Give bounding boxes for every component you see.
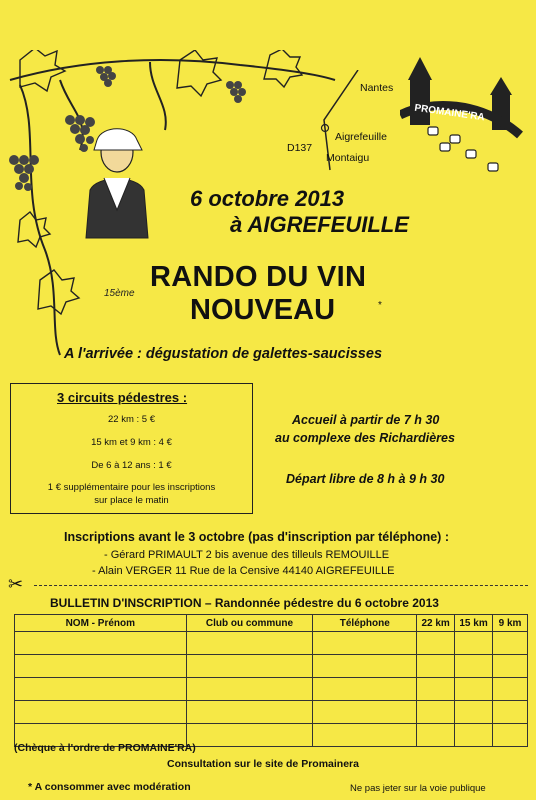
event-title-line2: NOUVEAU bbox=[190, 294, 336, 326]
table-row[interactable] bbox=[15, 655, 528, 678]
name-cell[interactable] bbox=[15, 678, 187, 701]
event-town: à AIGREFEUILLE bbox=[230, 212, 409, 237]
15km-cell[interactable] bbox=[455, 724, 493, 747]
cheque-note: (Chèque à l'ordre de PROMAINE'RA) bbox=[14, 742, 196, 754]
event-edition: 15ème bbox=[104, 288, 135, 299]
15km-cell[interactable] bbox=[455, 701, 493, 724]
column-header-9km: 9 km bbox=[493, 615, 528, 632]
bulletin-title: BULLETIN D'INSCRIPTION – Randonnée pédestre du 6 octobre 2013 bbox=[50, 596, 439, 610]
15km-cell[interactable] bbox=[455, 678, 493, 701]
club-cell[interactable] bbox=[186, 678, 313, 701]
22km-cell[interactable] bbox=[417, 632, 455, 655]
22km-cell[interactable] bbox=[417, 701, 455, 724]
club-cell[interactable] bbox=[186, 701, 313, 724]
arrival-note: A l'arrivée : dégustation de galettes-saucisses bbox=[64, 346, 383, 362]
title-asterisk: * bbox=[378, 300, 382, 311]
phone-cell[interactable] bbox=[313, 678, 417, 701]
contact-primault: - Gérard PRIMAULT 2 bis avenue des tilleuls REMOUILLE bbox=[104, 549, 390, 561]
map-label-d137: D137 bbox=[287, 142, 313, 154]
column-header-15km: 15 km bbox=[455, 615, 493, 632]
departure-time: Départ libre de 8 h à 9 h 30 bbox=[286, 472, 445, 486]
table-row[interactable] bbox=[15, 701, 528, 724]
welcome-place: au complexe des Richardières bbox=[275, 431, 455, 445]
15km-cell[interactable] bbox=[455, 632, 493, 655]
column-header-phone: Téléphone bbox=[313, 615, 417, 632]
event-date: 6 octobre 2013 bbox=[190, 186, 345, 211]
cut-line bbox=[34, 585, 528, 586]
event-title-line1: RANDO DU VIN bbox=[150, 261, 367, 293]
circuit-surcharge-line1: 1 € supplémentaire pour les inscriptions bbox=[47, 482, 216, 493]
table-row[interactable] bbox=[15, 632, 528, 655]
phone-cell[interactable] bbox=[313, 701, 417, 724]
table-row[interactable] bbox=[15, 678, 528, 701]
map-label-montaigu: Montaigu bbox=[326, 152, 370, 164]
map-label-aigrefeuille: Aigrefeuille bbox=[335, 131, 387, 143]
club-cell[interactable] bbox=[186, 632, 313, 655]
circuits-title: 3 circuits pédestres : bbox=[57, 390, 188, 405]
website-note: Consultation sur le site de Promainera bbox=[167, 758, 359, 770]
circuit-surcharge-line2: sur place le matin bbox=[94, 495, 169, 506]
column-header-club: Club ou commune bbox=[186, 615, 313, 632]
9km-cell[interactable] bbox=[493, 724, 528, 747]
club-cell[interactable] bbox=[186, 724, 313, 747]
name-cell[interactable] bbox=[15, 701, 187, 724]
9km-cell[interactable] bbox=[493, 655, 528, 678]
phone-cell[interactable] bbox=[313, 724, 417, 747]
scissors-icon: ✂ bbox=[8, 574, 24, 594]
22km-cell[interactable] bbox=[417, 724, 455, 747]
circuit-price-children: De 6 à 12 ans : 1 € bbox=[91, 460, 172, 471]
circuit-price-22km: 22 km : 5 € bbox=[108, 414, 155, 425]
inscriptions-heading: Inscriptions avant le 3 octobre (pas d'inscription par téléphone) : bbox=[64, 530, 449, 544]
map-label-nantes: Nantes bbox=[360, 82, 394, 94]
moderation-note: * A consommer avec modération bbox=[28, 781, 191, 793]
9km-cell[interactable] bbox=[493, 701, 528, 724]
name-cell[interactable] bbox=[15, 655, 187, 678]
column-header-22km: 22 km bbox=[417, 615, 455, 632]
promainera-logo bbox=[400, 55, 525, 185]
phone-cell[interactable] bbox=[313, 655, 417, 678]
traditional-woman-illustration bbox=[82, 120, 152, 240]
litter-note: Ne pas jeter sur la voie publique bbox=[350, 783, 486, 794]
registration-table bbox=[14, 614, 528, 747]
name-cell[interactable] bbox=[15, 632, 187, 655]
phone-cell[interactable] bbox=[313, 632, 417, 655]
22km-cell[interactable] bbox=[417, 678, 455, 701]
column-header-name: NOM - Prénom bbox=[15, 615, 187, 632]
club-cell[interactable] bbox=[186, 655, 313, 678]
welcome-time: Accueil à partir de 7 h 30 bbox=[292, 413, 440, 427]
contact-verger: - Alain VERGER 11 Rue de la Censive 44140 AIGREFEUILLE bbox=[92, 565, 395, 577]
logo-text: PROMAINE'RA bbox=[413, 102, 486, 124]
circuit-price-15-9km: 15 km et 9 km : 4 € bbox=[91, 437, 172, 448]
9km-cell[interactable] bbox=[493, 632, 528, 655]
15km-cell[interactable] bbox=[455, 655, 493, 678]
table-header-row bbox=[15, 615, 528, 632]
9km-cell[interactable] bbox=[493, 678, 528, 701]
22km-cell[interactable] bbox=[417, 655, 455, 678]
